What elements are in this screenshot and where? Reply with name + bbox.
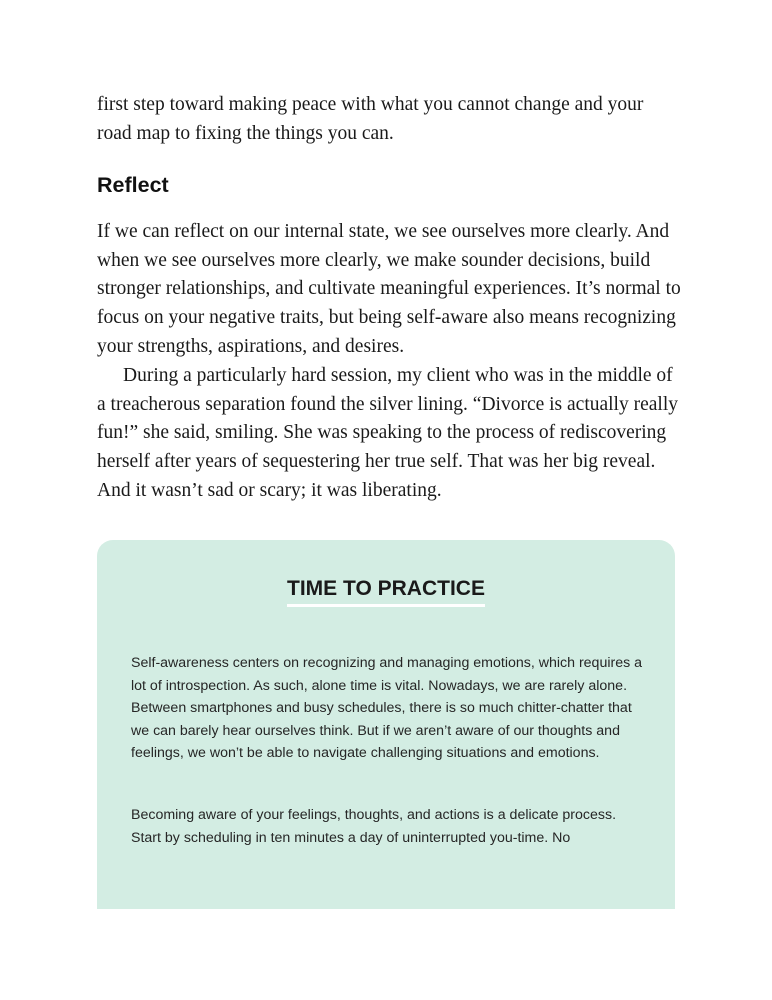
intro-paragraph: first step toward making peace with what you cannot change and your road map to fixing the things you can. [97,94,644,144]
section-heading-reflect: Reflect [97,173,169,197]
practice-paragraph-2: Becoming aware of your feelings, thoughts, and actions is a delicate process. Start by scheduling in ten minutes a day of uninterrupted you-time. No [131,807,617,846]
practice-title: TIME TO PRACTICE [287,576,485,607]
practice-paragraph-1: Self-awareness centers on recognizing and managing emotions, which requires a lot of introspection. As such, alone time is vital. Nowadays, we are rarely alone. Between smartphones and busy schedules, there is so much chitter-chatter that we can barely hear ourselves think. But if we aren’t aware of our thoughts and feelings, we won’t be able to navigate challenging situations and emotions. [131,655,643,762]
practice-title-wrap [97,576,675,607]
reflect-paragraph-1: If we can reflect on our internal state, we see ourselves more clearly. And when we see ourselves more clearly, we make sounder decisions, build stronger relationships, and cultivate meaningful experiences. It’s normal to focus on your negative traits, but being self-aware also means recognizing your strengths, aspirations, and desires. [97,221,681,357]
time-to-practice-box [97,540,675,909]
reflect-paragraph-2: During a particularly hard session, my client who was in the middle of a treacherous separation found the silver lining. “Divorce is actually really fun!” she said, smiling. She was speaking to the process of rediscovering herself after years of sequestering her true self. That was her big reveal. And it wasn’t sad or scary; it was liberating. [97,365,678,501]
